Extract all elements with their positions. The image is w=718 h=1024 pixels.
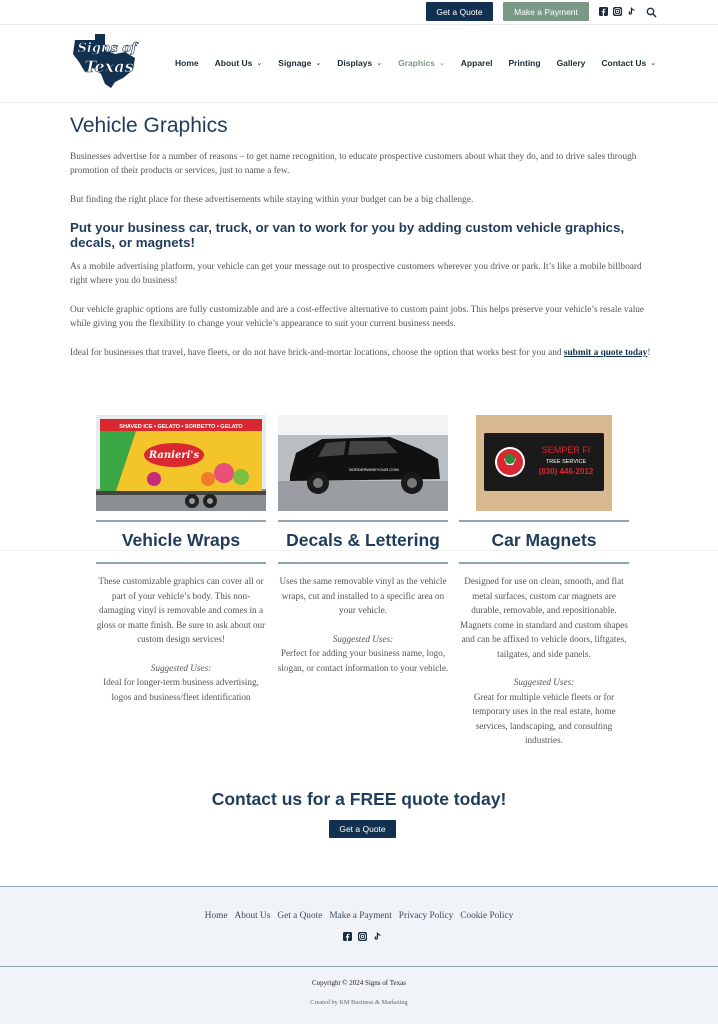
footer-link-home[interactable]: Home [204, 911, 228, 921]
credit-text[interactable]: Created by KM Business & Marketing [310, 999, 408, 1006]
site-logo[interactable] [71, 32, 143, 90]
divider [278, 562, 448, 564]
column-description: These customizable graphics can cover all or part of your vehicle’s body. This non-damaging vinyl is removable and comes in a gloss or matte finish. Be sure to ask about our custom design services! [96, 576, 266, 644]
tiktok-icon[interactable] [373, 932, 382, 941]
footer-navigation [0, 911, 718, 921]
svg-text:Signs of: Signs of [77, 41, 137, 56]
column-description: Uses the same removable vinyl as the vehicle wraps, cut and installed to a specific area on your vehicle. [279, 576, 447, 615]
suggested-uses-label: Suggested Uses: [150, 662, 212, 673]
top-bar [0, 0, 718, 25]
submit-quote-link[interactable]: submit a quote today [563, 348, 648, 358]
footer-link-about-us[interactable]: About Us [234, 911, 271, 921]
car-magnets-image [476, 415, 612, 511]
suggested-uses-text: Ideal for longer-term business advertising, logos and business/fleet identification [103, 677, 259, 702]
nav-label: Displays [337, 58, 373, 68]
page-title: Vehicle Graphics [70, 114, 228, 137]
footer-link-privacy-policy[interactable]: Privacy Policy [398, 911, 454, 921]
car-magnets-description [458, 574, 630, 748]
divider [459, 520, 629, 522]
divider [459, 562, 629, 564]
nav-item-gallery[interactable] [557, 58, 586, 68]
column-description: Designed for use on clean, smooth, and flat metal surfaces, custom car magnets are durable, removable, and repositionable. Magnets come in standard and custom shapes and can be affixed to vehicle doors, liftgates, tailgates, and side panels. [460, 576, 628, 659]
chevron-down-icon: ⌄ [256, 60, 263, 67]
top-social-links [599, 7, 636, 16]
cta-get-a-quote-button[interactable]: Get a Quote [329, 820, 396, 838]
site-footer [0, 886, 718, 966]
divider [96, 520, 266, 522]
vehicle-wraps-title: Vehicle Wraps [121, 530, 241, 550]
vehicle-wraps-description [95, 574, 267, 704]
nav-label: Contact Us [601, 58, 647, 68]
suggested-uses-text: Great for multiple vehicle fleets or for temporary uses in the real estate, home services, landscaping, and consulting industries. [472, 691, 616, 745]
site-header [0, 25, 718, 103]
tiktok-icon[interactable] [627, 7, 636, 16]
footer-link-get-a-quote[interactable]: Get a Quote [277, 911, 323, 921]
search-icon[interactable] [646, 5, 657, 16]
nav-label: Home [175, 58, 199, 68]
intro-paragraph-2: But finding the right place for these advertisements while staying within your budget can be a big challenge. [70, 195, 474, 205]
instagram-icon[interactable] [358, 932, 367, 941]
chevron-down-icon: ⌄ [438, 60, 445, 67]
car-magnets-title: Car Magnets [491, 530, 597, 550]
body-paragraph-2: Our vehicle graphic options are fully customizable and are a cost-effective alternative to custom paint jobs. This helps preserve your vehicle’s resale value while giving you the flexibility to change your vehicle’s appearance to suit your current business needs. [70, 305, 645, 330]
facebook-icon[interactable] [343, 932, 352, 941]
magnet-title-text: SEMPER FI [541, 445, 591, 455]
suggested-uses-label: Suggested Uses: [513, 677, 575, 687]
copyright-bar [0, 966, 718, 1024]
body-paragraph-1: As a mobile advertising platform, your vehicle can get your message out to prospective customers wherever you drive or park. It’s like a mobile billboard right where you do business! [70, 262, 642, 287]
nav-label: Apparel [460, 58, 493, 68]
nav-item-displays[interactable] [337, 58, 382, 68]
chevron-down-icon: ⌄ [650, 60, 657, 67]
vehicle-wraps-image [96, 415, 266, 511]
divider [96, 562, 266, 564]
body-3-end: ! [647, 348, 651, 358]
nav-item-contact-us[interactable] [601, 58, 656, 68]
make-a-payment-button[interactable]: Make a Payment [503, 2, 589, 21]
wrap-banner-text: SHAVED ICE • GELATO • SORBETTO • GELATO [119, 424, 243, 430]
decals-lettering-description [277, 574, 449, 675]
instagram-icon[interactable] [613, 7, 622, 16]
nav-label: Printing [508, 58, 541, 68]
nav-item-signage[interactable] [278, 58, 321, 68]
nav-label: Signage [278, 58, 312, 68]
nav-item-graphics[interactable] [398, 58, 445, 68]
cta-heading: Contact us for a FREE quote today! [211, 789, 507, 809]
nav-item-printing[interactable] [508, 58, 540, 68]
chevron-down-icon: ⌄ [376, 60, 383, 67]
get-a-quote-button[interactable]: Get a Quote [426, 2, 493, 21]
footer-social-links [343, 932, 382, 941]
suggested-uses-text: Perfect for adding your business name, logo, slogan, or contact information to your vehicle. [277, 648, 449, 673]
main-navigation [175, 58, 656, 68]
body-3-text: Ideal for businesses that travel, have fleets, or do not have brick-and-mortar locations, choose the option that works best for you and [70, 348, 564, 358]
nav-label: Gallery [556, 58, 586, 68]
nav-label: Graphics [398, 58, 435, 68]
decals-lettering-title: Decals & Lettering [286, 530, 440, 550]
copyright-text: Copyright © 2024 Signs of Texas [312, 979, 406, 987]
footer-link-make-a-payment[interactable]: Make a Payment [329, 911, 392, 921]
footer-link-cookie-policy[interactable]: Cookie Policy [460, 911, 514, 921]
decals-lettering-image [278, 415, 448, 511]
facebook-icon[interactable] [599, 7, 608, 16]
nav-label: About Us [214, 58, 253, 68]
suv-decal-text: BORDERWINEYOUR.COM [349, 467, 399, 472]
magnet-subtitle-text: TREE SERVICE [545, 459, 587, 465]
suggested-uses-label: Suggested Uses: [332, 633, 394, 644]
wrap-brand-text: Ranieri's [148, 450, 200, 461]
chevron-down-icon: ⌄ [315, 60, 322, 67]
body-paragraph-3 [70, 346, 655, 360]
intro-paragraph-1: Businesses advertise for a number of reasons – to get name recognition, to educate prospective customers about what they do, and to drive sales through promotion of their products or services, just to name a few. [70, 152, 637, 177]
svg-text:Texas: Texas [84, 57, 134, 76]
nav-item-about-us[interactable] [215, 58, 263, 68]
nav-item-apparel[interactable] [461, 58, 493, 68]
divider [278, 520, 448, 522]
section-subheading: Put your business car, truck, or van to work for you by adding custom vehicle graphics, decals, or magnets! [70, 220, 625, 250]
nav-item-home[interactable] [175, 58, 199, 68]
magnet-phone-text: (830) 446-2012 [538, 467, 594, 476]
